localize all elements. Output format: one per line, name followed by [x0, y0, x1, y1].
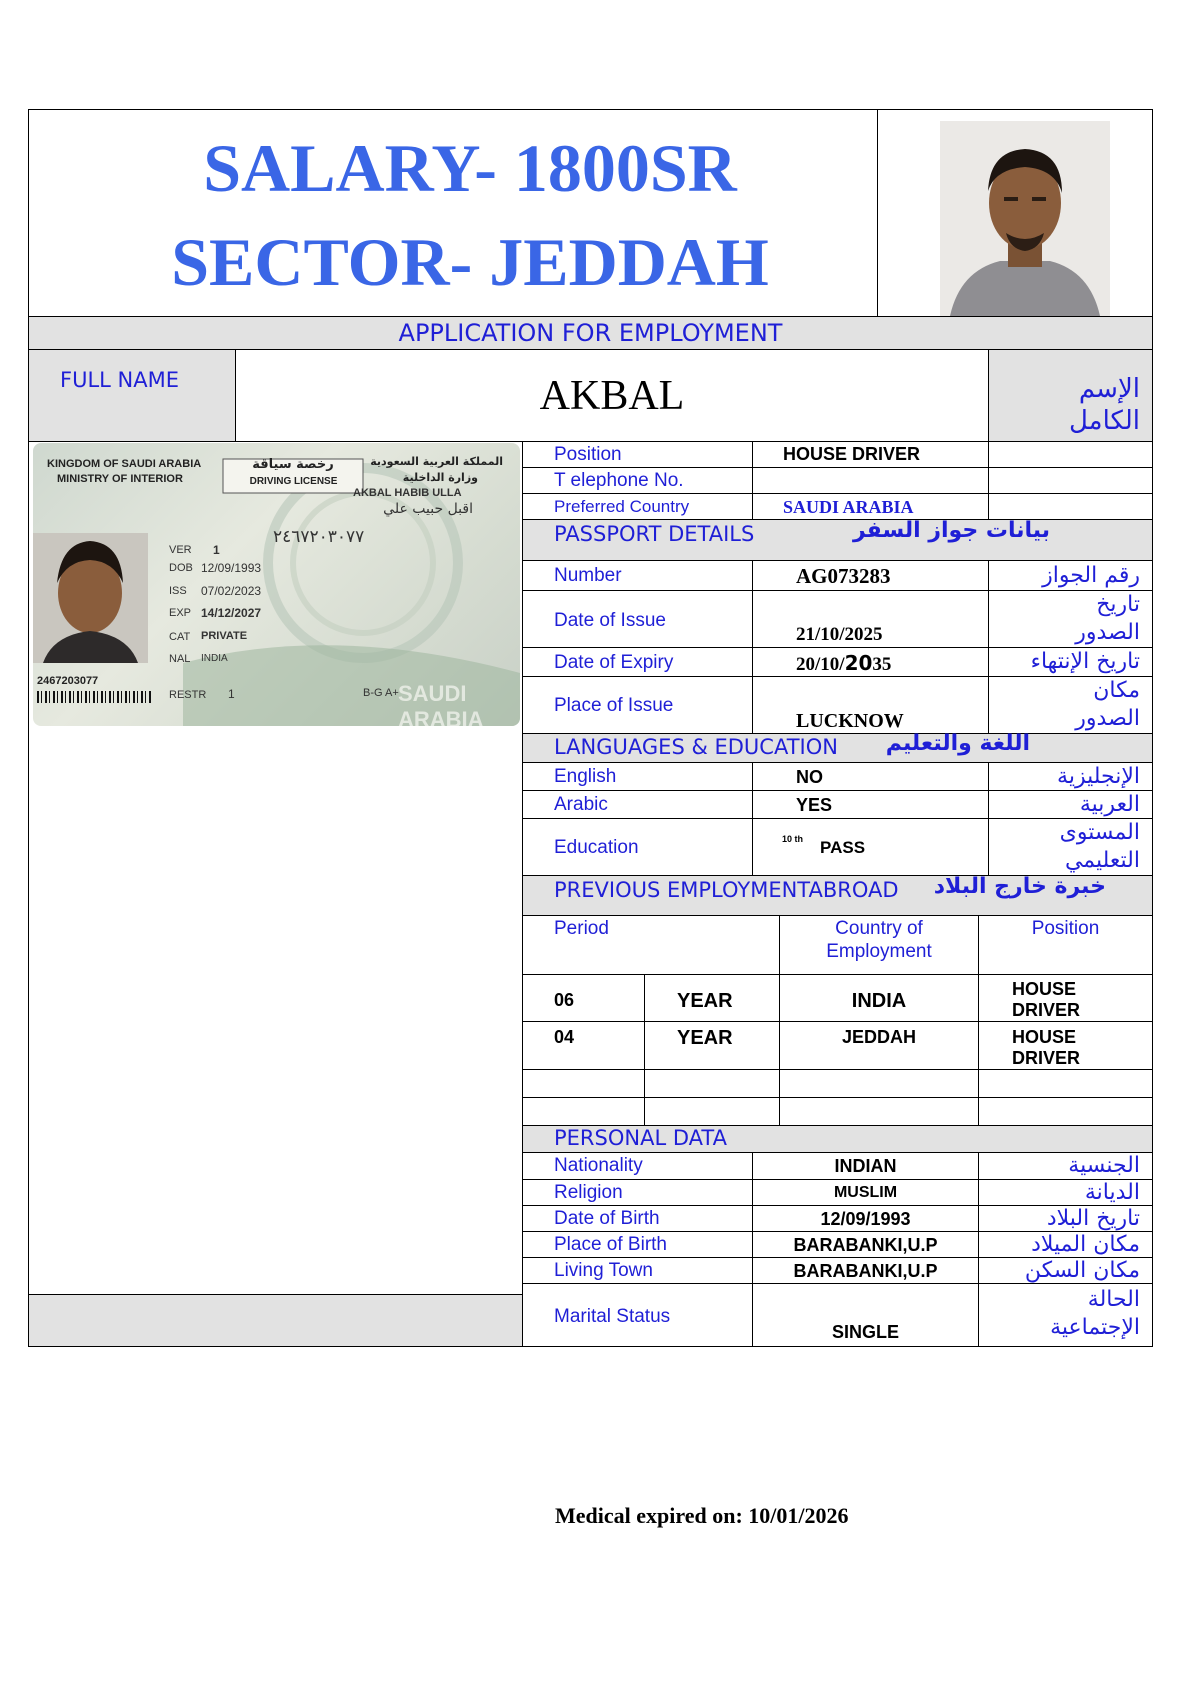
marital-label: Marital Status [554, 1306, 671, 1327]
license-ministry-ar-2: وزارة الداخلية [402, 471, 478, 484]
education-label-ar-1: المستوى [1059, 820, 1140, 845]
license-dob-label: DOB [169, 562, 193, 574]
languages-title: LANGUAGES & EDUCATION [554, 735, 838, 759]
emp-row-2-num-cell [522, 1021, 645, 1070]
emp-col-country-1: Country of [835, 918, 923, 939]
emp-row-3-position-cell [978, 1069, 1153, 1098]
emp-row-1-position-2: DRIVER [1012, 1000, 1081, 1020]
pob-value: BARABANKI,U.P [793, 1235, 938, 1255]
emp-row-3-num-cell [522, 1069, 645, 1098]
living-value: BARABANKI,U.P [793, 1261, 938, 1281]
education-label: Education [554, 837, 639, 858]
position-value: HOUSE DRIVER [783, 444, 921, 464]
license-nal-label: NAL [169, 653, 191, 665]
telephone-label: T elephone No. [554, 470, 684, 491]
salary-heading: SALARY- 1800SR [203, 130, 737, 206]
issue-place-label-ar-1: مكان [1093, 678, 1140, 703]
english-value: NO [796, 767, 823, 787]
english-value-cell [752, 762, 989, 791]
full-name-label-ar-2: الكامل [1068, 406, 1140, 436]
emp-row-2-position-2: DRIVER [1012, 1048, 1081, 1068]
license-cat-label: CAT [169, 631, 191, 643]
passport-title-ar: بيانات جواز السفر [852, 518, 1050, 543]
sector-heading: SECTOR- JEDDAH [171, 224, 769, 300]
expiry-date-label: Date of Expiry [554, 652, 674, 673]
issue-place-value: LUCKNOW [796, 710, 904, 732]
passport-number-value: AG073283 [796, 564, 891, 588]
emp-col-period: Period [554, 918, 609, 939]
full-name-value: AKBAL [539, 373, 685, 419]
emp-row-2-num: 04 [554, 1027, 575, 1047]
emp-row-1-unit: YEAR [677, 990, 733, 1012]
emp-row-1-num: 06 [554, 990, 575, 1010]
pob-label-ar: مكان الميلاد [1031, 1232, 1140, 1257]
license-blood: B-G A+ [363, 687, 399, 699]
license-name: AKBAL HABIB ULLA [353, 487, 462, 499]
license-title: DRIVING LICENSE [249, 476, 338, 487]
education-label-ar-2: التعليمي [1064, 848, 1140, 873]
emp-row-2-position-1: HOUSE [1012, 1027, 1077, 1047]
license-number: 2467203077 [37, 675, 99, 687]
license-id-ar: ٢٤٦٧٢٠٣٠٧٧ [273, 527, 365, 547]
arabic-value-cell [752, 790, 989, 819]
license-ministry: MINISTRY OF INTERIOR [57, 473, 183, 485]
telephone-extra-cell [988, 467, 1153, 494]
religion-value: MUSLIM [833, 1184, 898, 1201]
license-ver-label: VER [169, 544, 192, 556]
license-ver: 1 [213, 543, 220, 557]
nationality-label-ar: الجنسية [1068, 1153, 1140, 1178]
issue-place-label: Place of Issue [554, 695, 674, 716]
emp-row-3-country-cell [779, 1069, 979, 1098]
full-name-label-cell [28, 349, 236, 442]
emp-row-1-position-1: HOUSE [1012, 979, 1077, 999]
license-barcode [37, 691, 152, 703]
dob-value: 12/09/1993 [820, 1209, 911, 1229]
languages-title-ar: اللغة والتعليم [885, 731, 1030, 756]
preferred-country-extra-cell [988, 493, 1153, 520]
applicant-photo [940, 121, 1110, 316]
preferred-country-label: Preferred Country [554, 497, 690, 516]
emp-row-2-country: JEDDAH [841, 1027, 916, 1047]
nationality-value: INDIAN [834, 1156, 897, 1176]
license-cat: PRIVATE [201, 630, 248, 642]
issue-date-label-ar-2: الصدور [1075, 620, 1140, 645]
emp-row-1-country: INDIA [851, 990, 907, 1012]
emp-col-position: Position [1031, 918, 1100, 939]
employment-title: PREVIOUS EMPLOYMENTABROAD [554, 878, 899, 902]
arabic-value: YES [796, 795, 833, 815]
issue-date-label-ar-1: تاريخ [1096, 592, 1140, 617]
license-country: KINGDOM OF SAUDI ARABIA [47, 458, 202, 470]
nationality-label: Nationality [554, 1155, 643, 1176]
emp-col-country-2: Employment [826, 941, 932, 962]
education-sup: 10 th [782, 834, 804, 844]
religion-label: Religion [554, 1182, 623, 1203]
telephone-value-cell [752, 467, 989, 494]
emp-row-1-num-cell [522, 974, 645, 1022]
expiry-date-value-c: 35 [872, 654, 892, 675]
position-label: Position [554, 444, 622, 465]
expiry-date-value-a: 20/10/ [796, 654, 845, 675]
expiry-date-value-b: 20 [844, 651, 873, 675]
pob-label: Place of Birth [554, 1234, 667, 1255]
employment-title-ar: خبرة خارج البلاد [933, 874, 1106, 899]
english-label: English [554, 766, 617, 787]
dob-label-ar: تاريخ البلاد [1046, 1206, 1140, 1231]
license-dob: 12/09/1993 [201, 561, 262, 575]
passport-number-label-ar: رقم الجواز [1042, 563, 1140, 588]
english-label-ar: الإنجليزية [1057, 764, 1140, 789]
emp-row-4-country-cell [779, 1097, 979, 1126]
license-exp-label: EXP [169, 607, 192, 619]
education-value-cell [752, 818, 989, 876]
license-restr-label: RESTR [169, 689, 207, 701]
living-label: Living Town [554, 1260, 653, 1281]
marital-value: SINGLE [831, 1322, 899, 1342]
left-bottom-gray [28, 1294, 523, 1347]
full-name-label-ar-1: الإسم [1078, 374, 1140, 404]
personal-title: PERSONAL DATA [554, 1126, 727, 1150]
emp-row-3-unit-cell [644, 1069, 780, 1098]
emp-row-4-position-cell [978, 1097, 1153, 1126]
issue-place-label-ar-2: الصدور [1075, 706, 1140, 731]
license-exp: 14/12/2027 [201, 606, 262, 620]
marital-label-ar-2: الإجتماعية [1050, 1315, 1140, 1340]
issue-date-value: 21/10/2025 [796, 624, 883, 645]
license-restr: 1 [228, 687, 235, 701]
preferred-country-value: SAUDI ARABIA [783, 497, 914, 517]
dob-label: Date of Birth [554, 1208, 660, 1229]
emp-row-4-num-cell [522, 1097, 645, 1126]
issue-date-label: Date of Issue [554, 610, 666, 631]
expiry-date-label-ar: تاريخ الإنتهاء [1030, 649, 1140, 674]
passport-number-label: Number [554, 565, 622, 586]
emp-row-4-unit-cell [644, 1097, 780, 1126]
arabic-label: Arabic [554, 794, 608, 815]
driving-license-image [33, 443, 520, 726]
passport-title: PASSPORT DETAILS [554, 522, 755, 546]
full-name-label: FULL NAME [60, 368, 179, 392]
license-iss: 07/02/2023 [201, 584, 262, 598]
license-name-ar: اقبل حبيب علي [383, 501, 473, 517]
marital-label-ar-1: الحالة [1087, 1287, 1140, 1312]
living-label-ar: مكان السكن [1024, 1258, 1140, 1283]
arabic-label-ar: العربية [1079, 792, 1140, 817]
education-value: PASS [820, 838, 866, 857]
license-iss-label: ISS [169, 585, 187, 597]
religion-label-ar: الديانة [1084, 1180, 1140, 1205]
license-nal: INDIA [201, 653, 228, 664]
medical-expiry-note: Medical expired on: 10/01/2026 [555, 1503, 849, 1528]
license-watermark: SAUDI ARABIA [398, 681, 484, 726]
license-ministry-ar-1: المملكة العربية السعودية [370, 455, 503, 468]
position-extra-cell [988, 441, 1153, 468]
emp-row-2-unit: YEAR [677, 1027, 733, 1049]
license-title-ar: رخصة سياقة [252, 457, 334, 472]
form-title: APPLICATION FOR EMPLOYMENT [398, 319, 783, 347]
expiry-date-value [796, 651, 891, 676]
